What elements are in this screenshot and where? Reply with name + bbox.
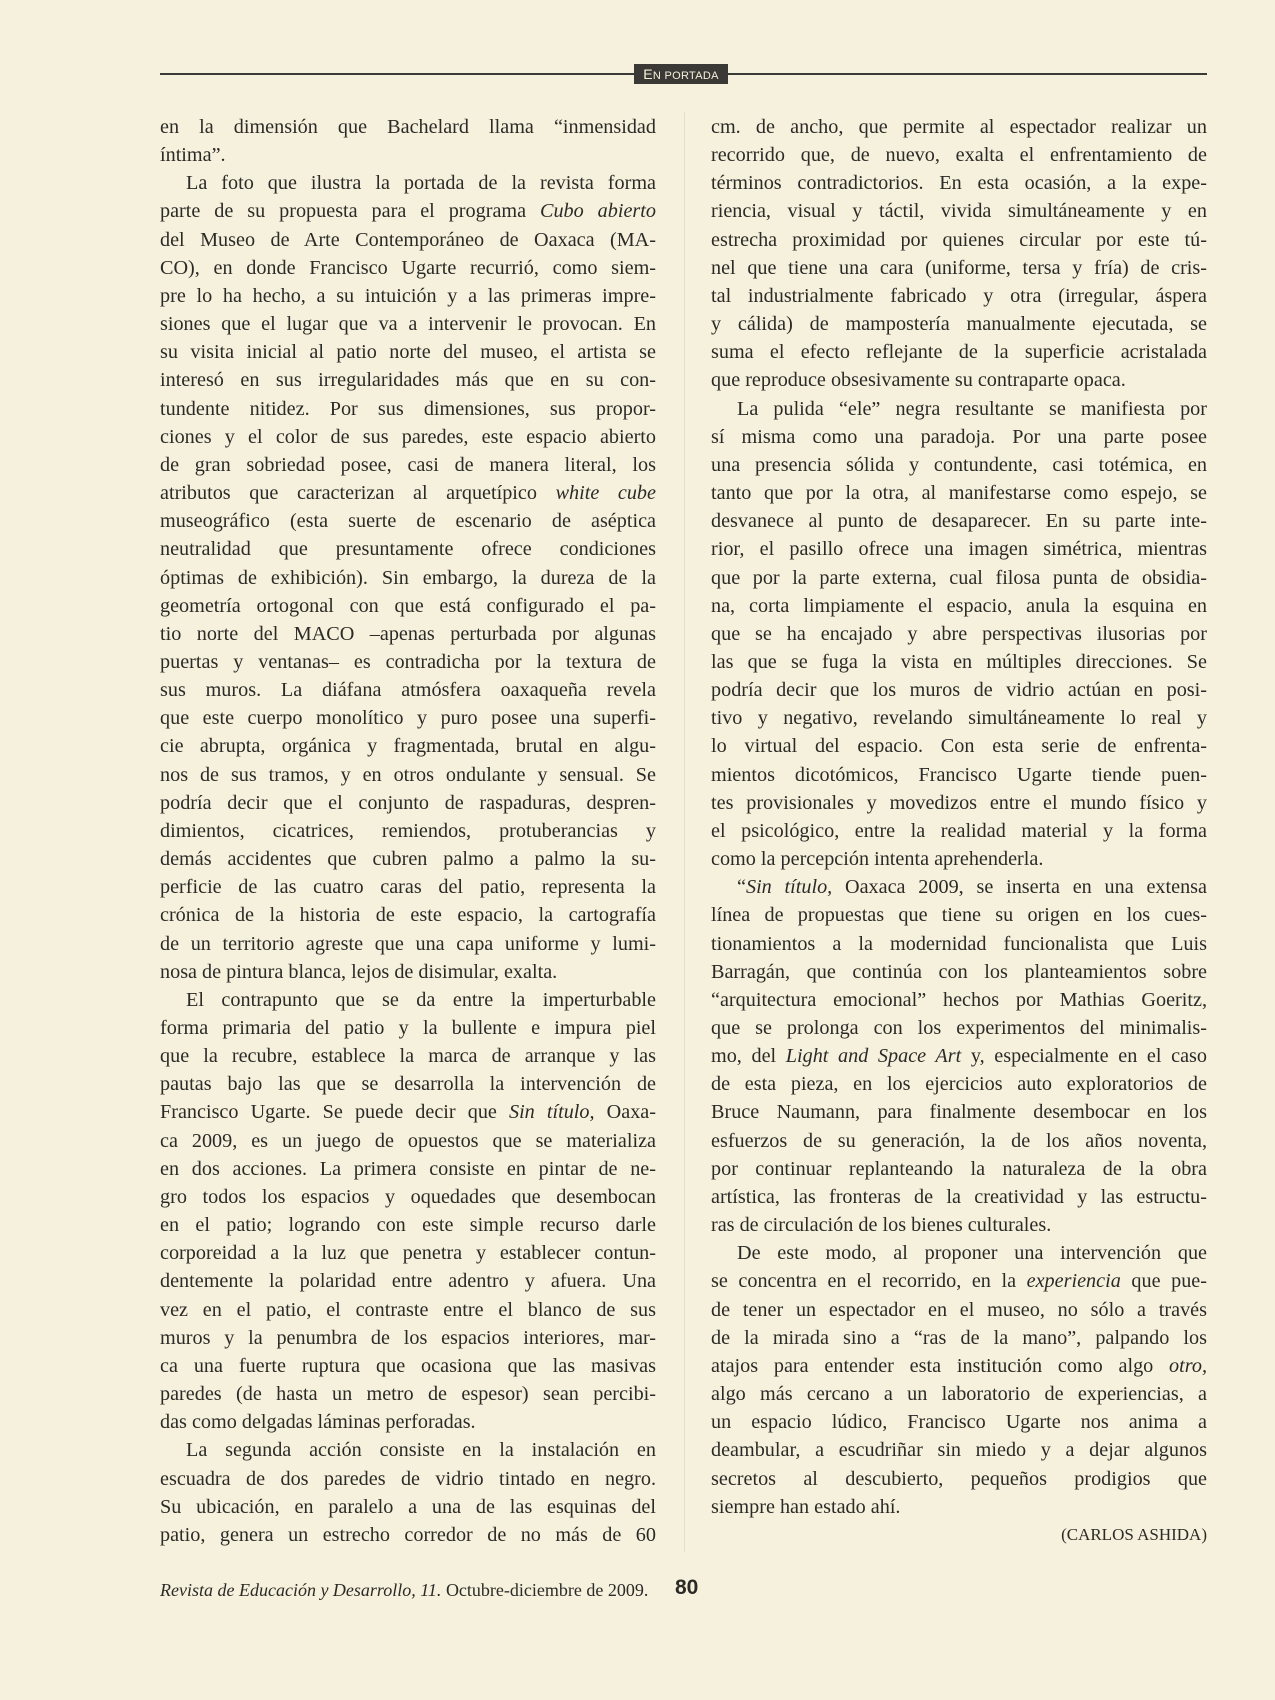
text-segment: por continuar replanteando la naturaleza de la obra — [711, 1157, 1207, 1180]
text-line — [711, 1070, 1207, 1098]
right-column — [711, 113, 1207, 1549]
text-line — [160, 1070, 656, 1098]
text-line — [711, 1324, 1207, 1352]
text-segment: rior, el pasillo ofrece una imagen simétrica, mientras — [711, 538, 1207, 561]
text-segment: que la recubre, establece la marca de arranque y las — [160, 1045, 656, 1068]
text-line — [711, 789, 1207, 817]
text-line — [160, 141, 656, 169]
author-signature: (CARLOS ASHIDA) — [1061, 1524, 1207, 1544]
text-segment: que se ha encajado y abre perspectivas ilusorias por — [711, 622, 1207, 645]
text-segment: de un territorio agreste que una capa uniforme y lumi- — [160, 932, 656, 955]
text-segment: siempre han estado ahí. — [711, 1495, 901, 1518]
text-line — [160, 338, 656, 366]
text-line — [160, 254, 656, 282]
text-segment: tal industrialmente fabricado y otra (irregular, áspera — [711, 284, 1207, 307]
text-line — [160, 592, 656, 620]
text-line — [711, 930, 1207, 958]
text-segment: Bruce Naumann, para finalmente desembocar en los — [711, 1101, 1207, 1124]
text-segment: suma el efecto reflejante de la superficie acristalada — [711, 341, 1207, 364]
text-segment: de tener un espectador en el museo, no sólo a través — [711, 1298, 1207, 1321]
text-line — [711, 113, 1207, 141]
text-segment: parte de su propuesta para el programa — [160, 200, 540, 223]
text-segment: tes provisionales y movedizos entre el mundo físico y — [711, 791, 1207, 814]
italic-text: experiencia — [1026, 1270, 1121, 1293]
footer-citation — [160, 1580, 648, 1601]
text-segment: el psicológico, entre la realidad material y la forma — [711, 819, 1207, 842]
text-line — [160, 1127, 656, 1155]
text-segment: Francisco Ugarte. Se puede decir que — [160, 1101, 509, 1124]
left-column — [160, 113, 656, 1549]
text-segment: del Museo de Arte Contemporáneo de Oaxaca (MA- — [160, 228, 656, 251]
text-segment: tundente nitidez. Por sus dimensiones, sus propor- — [160, 397, 656, 420]
text-segment: cie abrupta, orgánica y fragmentada, brutal en algu- — [160, 735, 656, 758]
paragraph — [711, 395, 1207, 874]
text-line — [711, 451, 1207, 479]
text-segment: vez en el patio, el contraste entre el blanco de sus — [160, 1298, 656, 1321]
text-segment: Oaxa- — [594, 1101, 656, 1124]
text-line — [160, 676, 656, 704]
text-line — [160, 986, 656, 1014]
text-segment: y, especialmente en el caso — [961, 1045, 1207, 1068]
text-line — [160, 1465, 656, 1493]
text-line — [711, 817, 1207, 845]
text-line — [160, 282, 656, 310]
text-segment: tivo y negativo, revelando simultáneamente lo real y — [711, 707, 1207, 730]
section-label-initial: E — [643, 66, 653, 82]
text-segment: que reproduce obsesivamente su contraparte opaca. — [711, 369, 1126, 392]
text-line — [160, 564, 656, 592]
text-segment: neutralidad que presuntamente ofrece condiciones — [160, 538, 656, 561]
text-segment: perficie de las cuatro caras del patio, representa la — [160, 876, 656, 899]
text-line — [160, 1408, 656, 1436]
text-line — [711, 1014, 1207, 1042]
text-segment: na, corta limpiamente el espacio, anula la esquina en — [711, 594, 1207, 617]
text-line — [711, 1127, 1207, 1155]
text-segment: gro todos los espacios y oquedades que desembocan — [160, 1185, 656, 1208]
text-segment: su visita inicial al patio norte del museo, el artista se — [160, 341, 656, 364]
page-number: 80 — [675, 1576, 699, 1599]
text-line — [711, 169, 1207, 197]
text-segment: de esta pieza, en los ejercicios auto exploratorios de — [711, 1073, 1207, 1096]
text-line — [711, 366, 1207, 394]
text-line — [160, 1042, 656, 1070]
text-segment: en la dimensión que Bachelard llama “inmensidad — [160, 116, 656, 138]
text-line — [160, 535, 656, 563]
text-line — [711, 986, 1207, 1014]
text-segment: La foto que ilustra la portada de la revista forma — [186, 172, 656, 195]
text-segment: en el patio; logrando con este simple recurso darle — [160, 1214, 656, 1237]
text-segment: desvanece al punto de desaparecer. En su parte inte- — [711, 510, 1207, 533]
text-line — [711, 1493, 1207, 1521]
text-segment: ciones y el color de sus paredes, este espacio abierto — [160, 425, 656, 448]
text-line — [160, 395, 656, 423]
text-line — [160, 1493, 656, 1521]
text-segment: demás accidentes que cubren palmo a palmo la su- — [160, 848, 656, 871]
italic-text: Sin título, — [508, 1101, 595, 1124]
text-segment: atajos para entender esta institución como algo — [711, 1354, 1170, 1377]
text-segment: que pue- — [1120, 1270, 1207, 1293]
text-segment: mo, del — [711, 1045, 786, 1068]
text-segment: mientos dicotómicos, Francisco Ugarte tiende puen- — [711, 763, 1207, 786]
text-line — [711, 873, 1207, 901]
text-line — [160, 1098, 656, 1126]
text-segment: óptimas de exhibición). Sin embargo, la dureza de la — [160, 566, 656, 589]
text-segment: Oaxaca 2009, se inserta en una extensa — [832, 876, 1207, 899]
text-segment: Su ubicación, en paralelo a una de las esquinas del — [160, 1495, 656, 1518]
text-segment: de la mirada sino a “ras de la mano”, palpando los — [711, 1326, 1207, 1349]
text-segment: tio norte del MACO –apenas perturbada por algunas — [160, 622, 656, 645]
text-line — [160, 817, 656, 845]
header-rule-right — [728, 73, 1207, 75]
header-rule-left — [160, 73, 634, 75]
issue-date: Octubre-diciembre de 2009. — [441, 1580, 649, 1600]
text-segment: sus muros. La diáfana atmósfera oaxaqueña revela — [160, 679, 656, 702]
text-line — [711, 395, 1207, 423]
text-line — [160, 845, 656, 873]
text-segment: dimientos, cicatrices, remiendos, protuberancias y — [160, 819, 656, 842]
text-segment: las que se fuga la vista en múltiples direcciones. Se — [711, 650, 1207, 673]
text-segment: recorrido que, de nuevo, exalta el enfrentamiento de — [711, 144, 1207, 167]
text-line — [711, 1267, 1207, 1295]
text-line — [711, 535, 1207, 563]
text-segment: siones que el lugar que va a intervenir le provocan. En — [160, 313, 656, 336]
text-segment: Barragán, que continúa con los planteamientos sobre — [711, 960, 1207, 983]
text-segment: ca 2009, es un juego de opuestos que se materializa — [160, 1129, 656, 1152]
text-line — [160, 789, 656, 817]
text-segment: de gran sobriedad posee, casi de manera literal, los — [160, 453, 656, 476]
text-line — [160, 1014, 656, 1042]
text-line — [711, 648, 1207, 676]
paragraph — [160, 169, 656, 986]
text-line — [711, 732, 1207, 760]
text-segment: que este cuerpo monolítico y puro posee una superfi- — [160, 707, 656, 730]
text-segment: museográfico (esta suerte de escenario de aséptica — [160, 510, 656, 533]
column-divider — [684, 112, 685, 1552]
text-line — [711, 592, 1207, 620]
text-line — [711, 479, 1207, 507]
text-line — [160, 366, 656, 394]
text-line — [711, 1211, 1207, 1239]
text-segment: tanto que por la otra, al manifestarse como espejo, se — [711, 482, 1207, 505]
text-segment: La segunda acción consiste en la instalación en — [186, 1439, 656, 1462]
text-line — [711, 1465, 1207, 1493]
text-line — [711, 761, 1207, 789]
text-segment: en dos acciones. La primera consiste en pintar de ne- — [160, 1157, 656, 1180]
paragraph — [160, 113, 656, 169]
text-segment: artística, las fronteras de la creatividad y las estructu- — [711, 1185, 1207, 1208]
text-segment: nos de sus tramos, y en otros ondulante y sensual. Se — [160, 763, 656, 786]
text-line — [160, 930, 656, 958]
text-segment: El contrapunto que se da entre la imperturbable — [186, 988, 656, 1011]
text-segment: línea de propuestas que tiene su origen en los cues- — [711, 904, 1207, 927]
text-segment: CO), en donde Francisco Ugarte recurrió, como siem- — [160, 256, 656, 279]
text-line — [160, 1239, 656, 1267]
text-line — [160, 310, 656, 338]
text-segment: lo virtual del espacio. Con esta serie de enfrenta- — [711, 735, 1207, 758]
text-segment: geometría ortogonal con que está configurado el pa- — [160, 594, 656, 617]
italic-text: white cube — [555, 482, 656, 505]
text-segment: “ — [737, 876, 746, 899]
text-segment: cm. de ancho, que permite al espectador realizar un — [711, 116, 1207, 138]
text-segment: dentemente la polaridad entre adentro y afuera. Una — [160, 1270, 656, 1293]
text-segment: paredes (de hasta un metro de espesor) sean percibi- — [160, 1383, 656, 1406]
text-line — [711, 282, 1207, 310]
italic-text: Light and Space Art — [785, 1045, 962, 1068]
text-line — [160, 1183, 656, 1211]
text-segment: y cálida) de mampostería manualmente ejecutada, se — [711, 313, 1207, 336]
text-segment: interesó en sus irregularidades más que en su con- — [160, 369, 656, 392]
text-segment: tionamientos a la modernidad funcionalista que Luis — [711, 932, 1207, 955]
text-segment: crónica de la historia de este espacio, la cartografía — [160, 904, 656, 927]
text-segment: deambular, a escudriñar sin miedo y a dejar algunos — [711, 1439, 1207, 1462]
text-line — [160, 1521, 656, 1549]
text-line — [160, 507, 656, 535]
text-line — [711, 901, 1207, 929]
italic-text: otro, — [1169, 1354, 1207, 1377]
text-line — [711, 564, 1207, 592]
text-segment: muros y la penumbra de los espacios interiores, mar- — [160, 1326, 656, 1349]
text-segment: “arquitectura emocional” hechos por Mathias Goeritz, — [711, 988, 1207, 1011]
text-segment: atributos que caracterizan al arquetípico — [160, 482, 556, 505]
text-line — [711, 226, 1207, 254]
italic-text: Cubo abierto — [540, 200, 656, 223]
text-line — [160, 169, 656, 197]
text-line — [711, 254, 1207, 282]
text-line — [160, 648, 656, 676]
text-segment: corporeidad a la luz que penetra y establecer contun- — [160, 1242, 656, 1265]
text-line — [160, 479, 656, 507]
text-segment: como la percepción intenta aprehenderla. — [711, 848, 1044, 871]
text-line — [711, 845, 1207, 873]
text-line — [160, 1211, 656, 1239]
text-line — [711, 958, 1207, 986]
text-segment: se concentra en el recorrido, en la — [711, 1270, 1027, 1293]
text-segment: puertas y ventanas– es contradicha por la textura de — [160, 650, 656, 673]
text-segment: nosa de pintura blanca, lejos de disimular, exalta. — [160, 960, 558, 983]
paragraph — [711, 1239, 1207, 1521]
text-line — [711, 1155, 1207, 1183]
text-segment: ras de circulación de los bienes culturales. — [711, 1214, 1052, 1237]
text-line — [711, 310, 1207, 338]
text-segment: De este modo, al proponer una intervención que — [737, 1242, 1207, 1265]
text-line — [160, 226, 656, 254]
text-line — [160, 1380, 656, 1408]
text-line — [711, 423, 1207, 451]
text-line — [160, 113, 656, 141]
text-segment: estrecha proximidad por quienes circular por este tú- — [711, 228, 1207, 251]
text-line — [711, 1042, 1207, 1070]
text-segment: pre lo ha hecho, a su intuición y a las primeras impre- — [160, 284, 656, 307]
text-line — [160, 1324, 656, 1352]
paragraph — [160, 986, 656, 1437]
text-segment: podría decir que el conjunto de raspaduras, despren- — [160, 791, 656, 814]
journal-name: Revista de Educación y Desarrollo, 11. — [160, 1580, 442, 1600]
text-line — [160, 1267, 656, 1295]
text-segment: un espacio lúdico, Francisco Ugarte nos anima a — [711, 1411, 1207, 1434]
text-line — [160, 1352, 656, 1380]
text-line — [711, 1296, 1207, 1324]
text-segment: sí misma como una paradoja. Por una parte posee — [711, 425, 1207, 448]
text-segment: nel que tiene una cara (uniforme, tersa y fría) de cris- — [711, 256, 1207, 279]
text-segment: íntima”. — [160, 144, 226, 167]
text-line — [160, 704, 656, 732]
text-segment: ca una fuerte ruptura que ocasiona que las masivas — [160, 1354, 656, 1377]
text-segment: pautas bajo las que se desarrolla la intervención de — [160, 1073, 656, 1096]
text-line — [711, 141, 1207, 169]
text-line — [711, 620, 1207, 648]
text-line — [711, 704, 1207, 732]
text-line — [160, 423, 656, 451]
text-segment: una presencia sólida y contundente, casi totémica, en — [711, 453, 1207, 476]
italic-text: Sin título, — [745, 876, 833, 899]
text-line — [160, 732, 656, 760]
paragraph — [711, 873, 1207, 1239]
text-line — [711, 338, 1207, 366]
text-line — [160, 958, 656, 986]
text-segment: que por la parte externa, cual filosa punta de obsidia- — [711, 566, 1207, 589]
text-line — [711, 1239, 1207, 1267]
text-segment: podría decir que los muros de vidrio actúan en posi- — [711, 679, 1207, 702]
text-line — [711, 1408, 1207, 1436]
text-line — [160, 901, 656, 929]
text-line — [160, 620, 656, 648]
text-segment: patio, genera un estrecho corredor de no más de 60 — [160, 1523, 656, 1546]
text-line — [160, 761, 656, 789]
text-line — [711, 197, 1207, 225]
text-segment: La pulida “ele” negra resultante se manifiesta por — [737, 397, 1207, 420]
text-segment: algo más cercano a un laboratorio de experiencias, a — [711, 1383, 1207, 1406]
text-line — [160, 451, 656, 479]
text-segment: secretos al descubierto, pequeños prodigios que — [711, 1467, 1207, 1490]
text-line — [711, 1183, 1207, 1211]
text-line — [711, 1098, 1207, 1126]
text-line — [160, 1296, 656, 1324]
section-label — [634, 64, 728, 84]
text-line — [160, 873, 656, 901]
text-line — [711, 1436, 1207, 1464]
text-segment: términos contradictorios. En esta ocasión, a la expe- — [711, 172, 1207, 195]
paragraph — [711, 113, 1207, 395]
section-label-rest: N PORTADA — [652, 70, 719, 82]
text-line — [711, 507, 1207, 535]
text-segment: escuadra de dos paredes de vidrio tintado en negro. — [160, 1467, 656, 1490]
text-line — [711, 1352, 1207, 1380]
text-segment: das como delgadas láminas perforadas. — [160, 1411, 476, 1434]
text-line — [160, 1436, 656, 1464]
text-segment: riencia, visual y táctil, vivida simultáneamente y en — [711, 200, 1207, 223]
text-line — [160, 1155, 656, 1183]
text-line — [711, 676, 1207, 704]
text-line — [711, 1380, 1207, 1408]
text-segment: que se prolonga con los experimentos del minimalis- — [711, 1017, 1207, 1039]
paragraph — [160, 1436, 656, 1549]
text-segment: esfuerzos de su generación, la de los años noventa, — [711, 1129, 1207, 1152]
text-line — [160, 197, 656, 225]
text-segment: forma primaria del patio y la bullente e impura piel — [160, 1017, 656, 1039]
